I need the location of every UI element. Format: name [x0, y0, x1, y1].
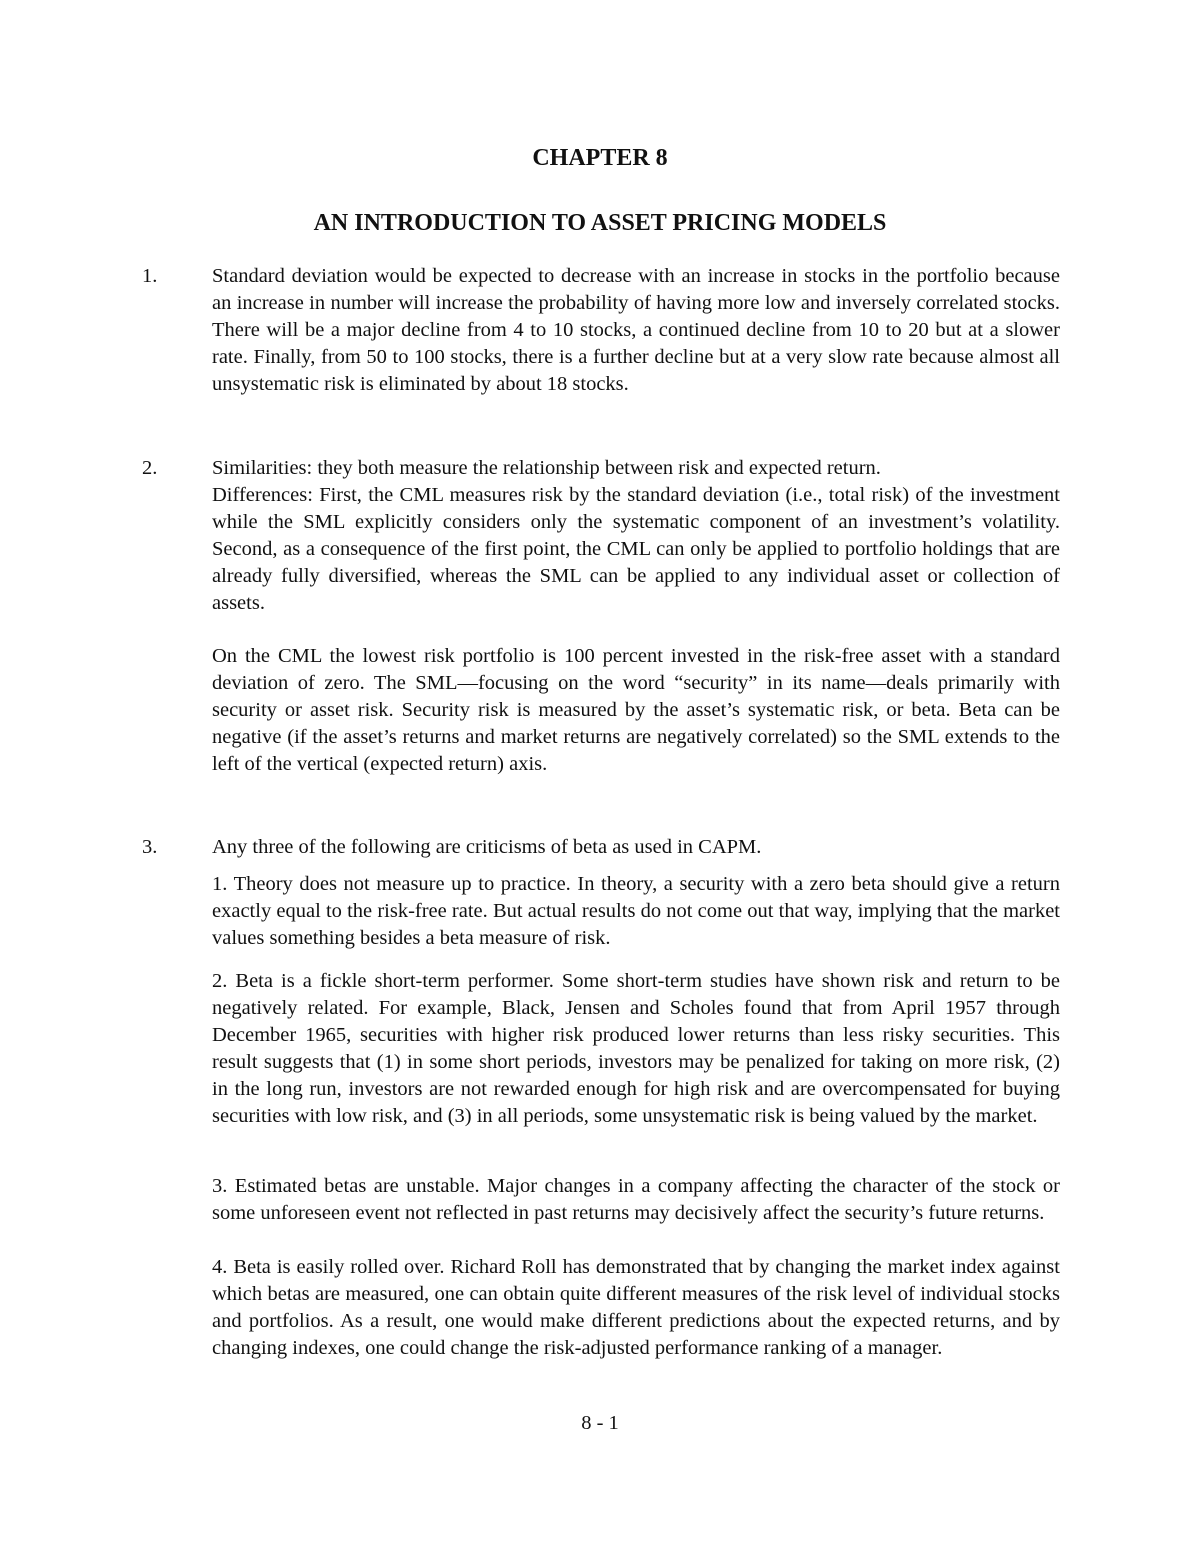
item-number-1: 1.: [142, 265, 158, 287]
item-number-2: 2.: [142, 457, 158, 479]
chapter-number: CHAPTER 8: [532, 145, 668, 171]
item-number-3: 3.: [142, 836, 158, 858]
item-3-criticism-4: 4. Beta is easily rolled over. Richard Roll has demonstrated that by changing the market index against which betas are measured, one can obtain quite different measures of the risk level of individual stocks and portfolios. As a result, one would make different predictions about the expected returns, and by changing indexes, one could change the risk-adjusted performance ranking of a manager.: [212, 1256, 1060, 1359]
item-3-criticism-2: 2. Beta is a fickle short-term performer. Some short-term studies have shown risk and return to be negatively related. For example, Black, Jensen and Scholes found that from April 1957 through December 1965, securities with higher risk produced lower returns than less risky securities. This result suggests that (1) in some short periods, investors may be penalized for taking on more risk, (2) in the long run, investors are not rewarded enough for high risk and are overcompensated for buying securities with low risk, and (3) in all periods, some unsystematic risk is being valued by the market.: [212, 970, 1060, 1127]
item-2-paragraph-2: Differences: First, the CML measures risk by the standard deviation (i.e., total risk) of the investment while the SML explicitly considers only the systematic component of an investment’s volatility. Second, as a consequence of the first point, the CML can only be applied to portfolio holdings that are already fully diversified, whereas the SML can be applied to any individual asset or collection of assets.: [212, 484, 1060, 614]
item-2-paragraph-1: Similarities: they both measure the relationship between risk and expected return.: [212, 457, 881, 479]
item-3-criticism-1: 1. Theory does not measure up to practice. In theory, a security with a zero beta should give a return exactly equal to the risk-free rate. But actual results do not come out that way, implying that the market values something besides a beta measure of risk.: [212, 873, 1060, 949]
chapter-title: AN INTRODUCTION TO ASSET PRICING MODELS: [313, 210, 887, 236]
page-number: 8 - 1: [581, 1412, 619, 1434]
item-3-criticism-3: 3. Estimated betas are unstable. Major changes in a company affecting the character of the stock or some unforeseen event not reflected in past returns may decisively affect the security’s future returns.: [212, 1175, 1060, 1224]
item-3-paragraph-1: Any three of the following are criticisms of beta as used in CAPM.: [212, 836, 762, 858]
item-2-paragraph-3: On the CML the lowest risk portfolio is 100 percent invested in the risk-free asset with a standard deviation of zero. The SML—focusing on the word “security” in its name—deals primarily with security or asset risk. Security risk is measured by the asset’s systematic risk, or beta. Beta can be negative (if the asset’s returns and market returns are negatively correlated) so the SML extends to the left of the vertical (expected return) axis.: [212, 645, 1060, 775]
item-1-paragraph-1: Standard deviation would be expected to decrease with an increase in stocks in the portfolio because an increase in number will increase the probability of having more low and inversely correlated stocks. There will be a major decline from 4 to 10 stocks, a continued decline from 10 to 20 but at a slower rate. Finally, from 50 to 100 stocks, there is a further decline but at a very slow rate because almost all unsystematic risk is eliminated by about 18 stocks.: [212, 265, 1060, 395]
